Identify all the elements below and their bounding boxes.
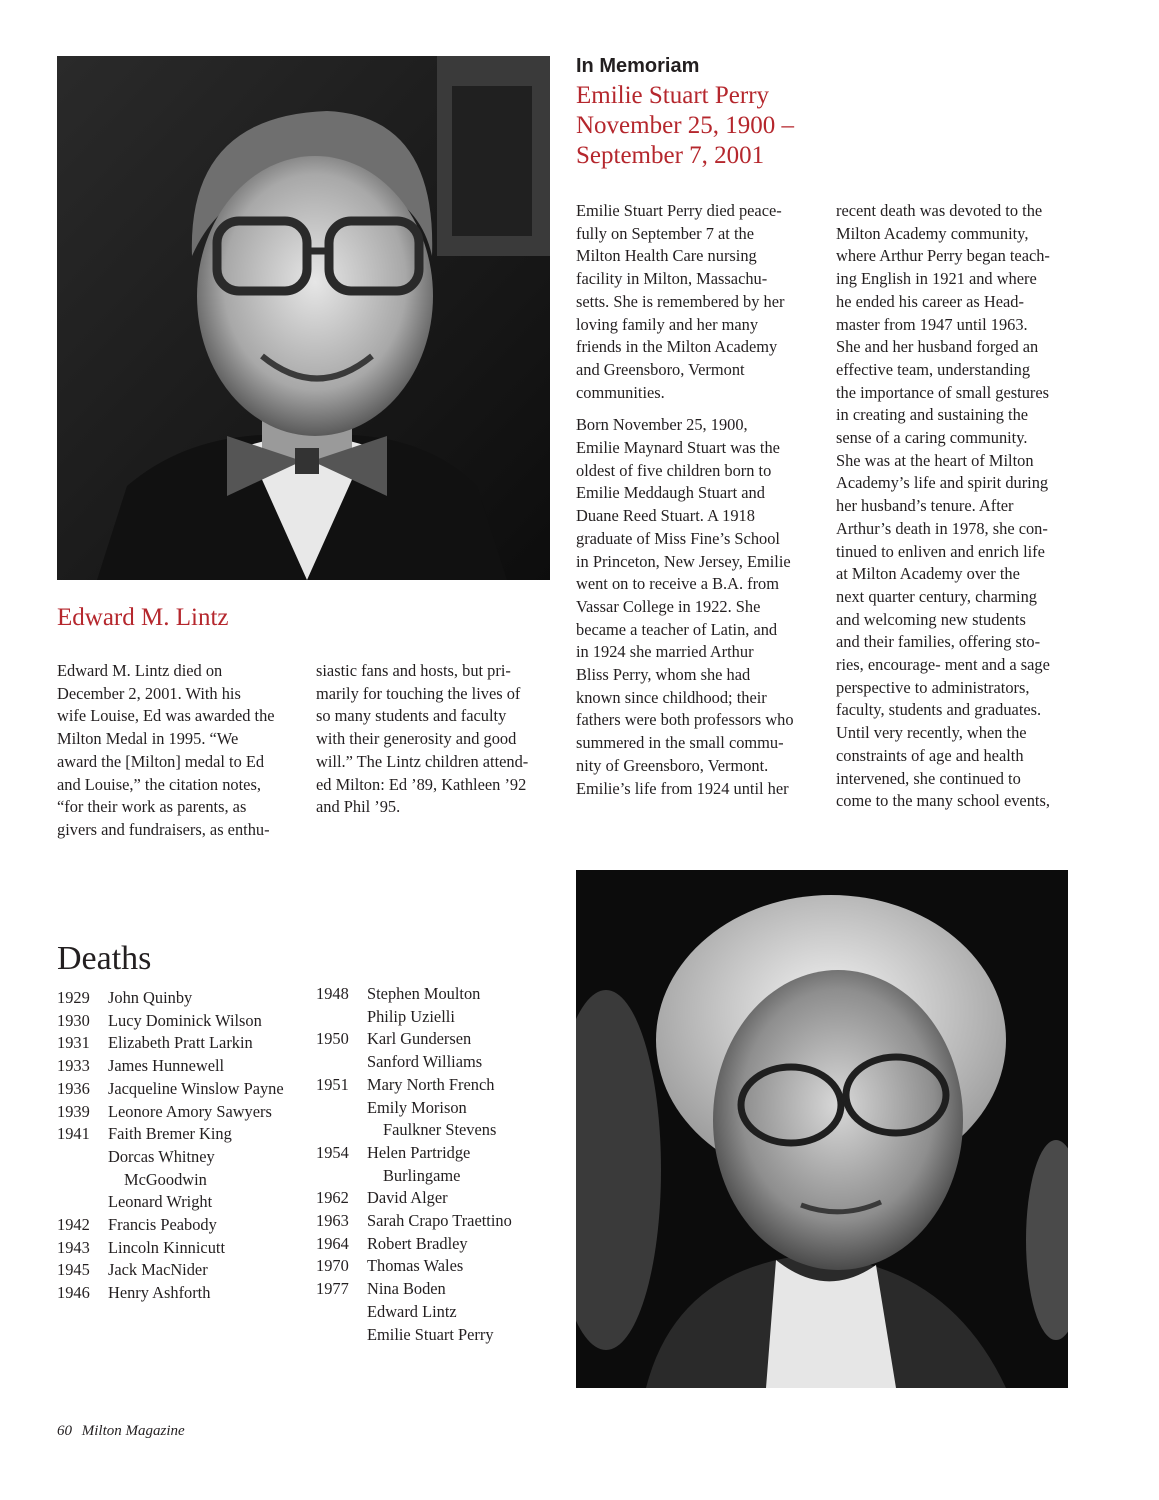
death-year bbox=[316, 1006, 367, 1029]
death-entry bbox=[57, 1010, 312, 1033]
death-entry bbox=[316, 1006, 571, 1029]
death-entry bbox=[57, 1237, 312, 1260]
text-line: Milton Health Care nursing bbox=[576, 246, 757, 266]
text-line: sense of a caring community. bbox=[836, 428, 1028, 448]
text-line: where Arthur Perry began teach- bbox=[836, 246, 1050, 266]
text-line: Emilie Stuart Perry died peace- bbox=[576, 201, 782, 220]
text-line: Emilie Meddaugh Stuart and bbox=[576, 483, 765, 503]
death-name: Faith Bremer King bbox=[108, 1124, 232, 1144]
perry-paragraph-2 bbox=[576, 414, 826, 800]
text-line: Milton Medal in 1995. “We bbox=[57, 729, 239, 749]
death-year: 1936 bbox=[57, 1078, 90, 1098]
death-name: Elizabeth Pratt Larkin bbox=[108, 1033, 253, 1053]
death-year: 1942 bbox=[57, 1215, 90, 1235]
magazine-name: Milton Magazine bbox=[81, 1423, 185, 1439]
death-entry bbox=[57, 1146, 312, 1169]
death-year: 1951 bbox=[316, 1074, 349, 1094]
death-year bbox=[316, 1165, 367, 1188]
text-line: and welcoming new students bbox=[836, 609, 1026, 629]
death-name: James Hunnewell bbox=[108, 1056, 225, 1076]
death-entry bbox=[316, 1119, 571, 1142]
death-entry bbox=[316, 1142, 571, 1165]
death-name: Emily Morison bbox=[367, 1097, 467, 1117]
death-entry bbox=[316, 1233, 571, 1256]
death-year: 1962 bbox=[316, 1188, 349, 1208]
death-entry bbox=[57, 1282, 312, 1305]
text-line: siastic fans and hosts, but pri- bbox=[316, 661, 511, 680]
text-line: wife Louise, Ed was awarded the bbox=[57, 706, 275, 726]
death-year: 1964 bbox=[316, 1233, 349, 1253]
death-year bbox=[316, 1301, 367, 1324]
text-line: Milton Academy community, bbox=[836, 223, 1029, 243]
death-year: 1954 bbox=[316, 1142, 349, 1162]
death-year: 1941 bbox=[57, 1124, 90, 1144]
death-year: 1945 bbox=[57, 1260, 90, 1280]
text-line: next quarter century, charming bbox=[836, 586, 1038, 606]
text-line: friends in the Milton Academy bbox=[576, 337, 778, 357]
death-year bbox=[316, 1324, 367, 1347]
death-year bbox=[57, 1191, 108, 1214]
death-name: Jacqueline Winslow Payne bbox=[108, 1078, 284, 1098]
lintz-name-heading: Edward M. Lintz bbox=[57, 604, 229, 631]
text-line: givers and fundraisers, as enthu- bbox=[57, 819, 270, 839]
death-name: Leonore Amory Sawyers bbox=[108, 1101, 272, 1121]
death-year: 1929 bbox=[57, 988, 90, 1007]
text-line: in 1924 she married Arthur bbox=[576, 642, 754, 662]
death-name: Lucy Dominick Wilson bbox=[108, 1010, 262, 1030]
text-line: nity of Greensboro, Vermont. bbox=[576, 755, 769, 775]
perry-text-column-2 bbox=[836, 200, 1096, 813]
perry-portrait-illustration bbox=[576, 870, 1068, 1388]
text-line: known since childhood; their bbox=[576, 687, 767, 707]
text-line: in creating and sustaining the bbox=[836, 405, 1029, 425]
text-line: he ended his career as Head- bbox=[836, 291, 1024, 311]
death-year bbox=[57, 1169, 108, 1192]
text-line: perspective to administrators, bbox=[836, 677, 1030, 697]
text-line: facility in Milton, Massachu- bbox=[576, 269, 768, 289]
text-line: “for their work as parents, as bbox=[57, 797, 247, 817]
text-line: Arthur’s death in 1978, she con- bbox=[836, 518, 1048, 538]
death-name: Philip Uzielli bbox=[367, 1006, 455, 1026]
death-name: Dorcas Whitney bbox=[108, 1146, 215, 1166]
text-line: Until very recently, when the bbox=[836, 723, 1027, 743]
perry-birth-line: November 25, 1900 – bbox=[576, 112, 795, 139]
text-line: in Princeton, New Jersey, Emilie bbox=[576, 551, 791, 571]
text-line: at Milton Academy over the bbox=[836, 564, 1020, 584]
death-entry bbox=[316, 1301, 571, 1324]
text-line: summered in the small commu- bbox=[576, 733, 784, 753]
death-entry bbox=[316, 1324, 571, 1347]
death-entry bbox=[316, 1278, 571, 1301]
death-name: Sanford Williams bbox=[367, 1052, 483, 1072]
text-line: Emilie’s life from 1924 until her bbox=[576, 778, 789, 798]
text-line: setts. She is remembered by her bbox=[576, 291, 785, 311]
text-line: became a teacher of Latin, and bbox=[576, 619, 778, 639]
text-line: fathers were both professors who bbox=[576, 710, 794, 730]
text-line: master from 1947 until 1963. bbox=[836, 314, 1028, 334]
death-entry bbox=[57, 1191, 312, 1214]
text-line: Born November 25, 1900, bbox=[576, 415, 748, 435]
text-line: will.” The Lintz children attend- bbox=[316, 751, 529, 771]
death-name: Lincoln Kinnicutt bbox=[108, 1237, 225, 1257]
death-year bbox=[316, 1119, 367, 1142]
text-line: oldest of five children born to bbox=[576, 460, 772, 480]
death-year: 1931 bbox=[57, 1033, 90, 1053]
death-name: Sarah Crapo Traettino bbox=[367, 1211, 512, 1231]
lintz-text-column-1 bbox=[57, 660, 307, 842]
death-year: 1950 bbox=[316, 1029, 349, 1049]
death-year: 1930 bbox=[57, 1010, 90, 1030]
text-line: Bliss Perry, whom she had bbox=[576, 665, 751, 685]
lintz-text-column-2 bbox=[316, 660, 561, 819]
death-year: 1977 bbox=[316, 1279, 349, 1299]
text-line: loving family and her many bbox=[576, 314, 759, 334]
death-name: McGoodwin bbox=[124, 1169, 207, 1189]
death-entry bbox=[316, 1210, 571, 1233]
death-entry bbox=[316, 1255, 571, 1278]
death-name: Helen Partridge bbox=[367, 1142, 471, 1162]
death-name: Leonard Wright bbox=[108, 1192, 213, 1212]
text-line: constraints of age and health bbox=[836, 745, 1024, 765]
death-year bbox=[316, 1051, 367, 1074]
text-line: with their generosity and good bbox=[316, 729, 517, 749]
text-line: Academy’s life and spirit during bbox=[836, 473, 1049, 493]
death-name: Thomas Wales bbox=[367, 1256, 464, 1276]
text-line: Vassar College in 1922. She bbox=[576, 596, 761, 616]
text-line: award the [Milton] medal to Ed bbox=[57, 751, 265, 771]
text-line: fully on September 7 at the bbox=[576, 223, 754, 243]
deaths-list-1 bbox=[57, 987, 312, 1305]
death-entry bbox=[316, 1028, 571, 1051]
death-year: 1946 bbox=[57, 1283, 90, 1303]
text-line: effective team, understanding bbox=[836, 359, 1031, 379]
death-entry bbox=[57, 1214, 312, 1237]
death-entry bbox=[57, 987, 312, 1010]
text-line: went on to receive a B.A. from bbox=[576, 574, 779, 594]
text-line: her husband’s tenure. After bbox=[836, 496, 1014, 516]
page-number: 60 bbox=[57, 1423, 72, 1439]
death-entry bbox=[57, 1032, 312, 1055]
text-line: She was at the heart of Milton bbox=[836, 450, 1034, 470]
perry-text-column-1 bbox=[576, 200, 826, 810]
text-line: faculty, students and graduates. bbox=[836, 700, 1042, 720]
death-year: 1963 bbox=[316, 1211, 349, 1231]
text-line: recent death was devoted to the bbox=[836, 201, 1043, 220]
death-name: Stephen Moulton bbox=[367, 984, 481, 1003]
death-entry bbox=[57, 1123, 312, 1146]
death-year: 1948 bbox=[316, 984, 349, 1003]
text-line: so many students and faculty bbox=[316, 706, 507, 726]
death-year: 1970 bbox=[316, 1256, 349, 1276]
death-entry bbox=[316, 1097, 571, 1120]
death-year bbox=[57, 1146, 108, 1169]
death-entry bbox=[57, 1101, 312, 1124]
page-footer bbox=[57, 1423, 185, 1440]
death-name: John Quinby bbox=[108, 988, 193, 1007]
perry-death-line: September 7, 2001 bbox=[576, 142, 765, 169]
text-line: communities. bbox=[576, 382, 665, 402]
text-line: graduate of Miss Fine’s School bbox=[576, 528, 780, 548]
death-name: Mary North French bbox=[367, 1074, 495, 1094]
in-memoriam-label: In Memoriam bbox=[576, 55, 700, 77]
death-entry bbox=[316, 983, 571, 1006]
death-name: Karl Gundersen bbox=[367, 1029, 472, 1049]
deaths-heading: Deaths bbox=[57, 940, 152, 977]
text-line: Emilie Maynard Stuart was the bbox=[576, 438, 780, 458]
death-entry bbox=[316, 1187, 571, 1210]
text-line: the importance of small gestures bbox=[836, 382, 1050, 402]
death-name: Robert Bradley bbox=[367, 1233, 468, 1253]
death-entry bbox=[316, 1051, 571, 1074]
perry-paragraph-1 bbox=[576, 200, 826, 404]
text-line: ing English in 1921 and where bbox=[836, 269, 1037, 289]
lintz-portrait-illustration bbox=[57, 56, 550, 580]
lintz-photo bbox=[57, 56, 550, 580]
death-year: 1939 bbox=[57, 1101, 90, 1121]
text-line: Edward M. Lintz died on bbox=[57, 661, 223, 680]
perry-photo bbox=[576, 870, 1068, 1388]
death-entry bbox=[57, 1078, 312, 1101]
death-name: Nina Boden bbox=[367, 1279, 446, 1299]
death-name: Emilie Stuart Perry bbox=[367, 1324, 494, 1344]
perry-name-line: Emilie Stuart Perry bbox=[576, 82, 770, 109]
death-name: David Alger bbox=[367, 1188, 448, 1208]
text-line: intervened, she continued to bbox=[836, 768, 1021, 788]
deaths-list-2 bbox=[316, 983, 571, 1346]
death-year bbox=[316, 1097, 367, 1120]
text-line: She and her husband forged an bbox=[836, 337, 1039, 357]
text-line: marily for touching the lives of bbox=[316, 683, 521, 703]
text-line: and Louise,” the citation notes, bbox=[57, 774, 261, 794]
death-name: Jack MacNider bbox=[108, 1260, 208, 1280]
text-line: and their families, offering sto- bbox=[836, 632, 1041, 652]
death-entry bbox=[57, 1259, 312, 1282]
death-entry bbox=[57, 1055, 312, 1078]
text-line: December 2, 2001. With his bbox=[57, 683, 241, 703]
death-name: Francis Peabody bbox=[108, 1215, 217, 1235]
death-year: 1943 bbox=[57, 1237, 90, 1257]
death-name: Faulkner Stevens bbox=[383, 1120, 497, 1140]
death-year: 1933 bbox=[57, 1056, 90, 1076]
text-line: and Greensboro, Vermont bbox=[576, 359, 745, 379]
death-entry bbox=[316, 1165, 571, 1188]
perry-name-heading bbox=[576, 81, 794, 171]
text-line: ries, encourage- ment and a sage bbox=[836, 655, 1050, 675]
death-name: Edward Lintz bbox=[367, 1301, 457, 1321]
death-entry bbox=[316, 1074, 571, 1097]
death-entry bbox=[57, 1169, 312, 1192]
text-line: and Phil ’95. bbox=[316, 797, 401, 817]
text-line: ed Milton: Ed ’89, Kathleen ’92 bbox=[316, 774, 527, 794]
death-name: Henry Ashforth bbox=[108, 1283, 211, 1303]
text-line: come to the many school events, bbox=[836, 791, 1050, 811]
text-line: Duane Reed Stuart. A 1918 bbox=[576, 506, 755, 526]
death-name: Burlingame bbox=[383, 1165, 461, 1185]
text-line: tinued to enliven and enrich life bbox=[836, 541, 1045, 561]
